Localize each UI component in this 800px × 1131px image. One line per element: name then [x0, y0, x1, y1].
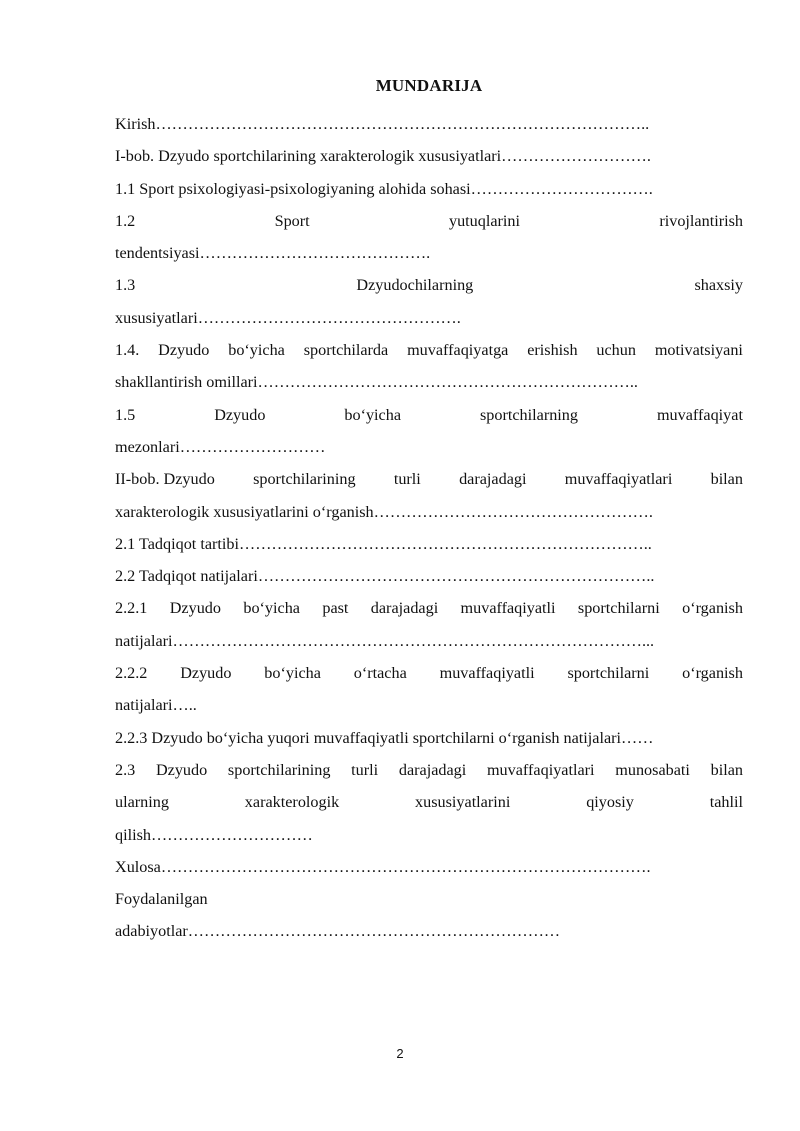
toc-word: yutuqlarini [448, 211, 521, 230]
page-number: 2 [396, 1046, 404, 1061]
toc-word: rivojlantirish [659, 211, 743, 230]
toc-entry-chapter-2 [115, 463, 743, 495]
toc-entry-2-2: 2.2 Tadqiqot natijalari……………………………………………………………….. [115, 567, 655, 586]
toc-word: 1.2 [115, 211, 136, 230]
toc-word: motivatsiyani [654, 341, 743, 360]
table-of-contents [115, 108, 743, 948]
toc-entry-2-2-3: 2.2.3 Dzyudo bo‘yicha yuqori muvaffaqiyatli sportchilarni o‘rganish natijalari…… [115, 728, 654, 747]
toc-entry-1-4 [115, 334, 743, 366]
toc-word: Dzyudo [169, 599, 221, 618]
toc-word: bo‘yicha [228, 341, 285, 360]
toc-entry-2-3 [115, 754, 743, 786]
toc-entry-1-5 [115, 399, 743, 431]
toc-word: o‘rganish [682, 599, 743, 618]
toc-word: Dzyudo [180, 664, 232, 683]
toc-entry-1-2-cont: tendentsiyasi……………………………………. [115, 244, 431, 263]
toc-word: ularning [115, 793, 169, 812]
toc-word: Dzyudo [214, 405, 266, 424]
page-title: MUNDARIJA [375, 76, 483, 95]
toc-word: bilan [710, 760, 743, 779]
toc-word: Sport [274, 211, 310, 230]
toc-entry-1-5-cont: mezonlari……………………… [115, 437, 326, 456]
toc-word: turli [351, 760, 379, 779]
toc-word: muvaffaqiyat [656, 405, 743, 424]
toc-entry-chapter-1: I-bob. Dzyudo sportchilarining xarakterologik xususiyatlari………………………. [115, 147, 651, 166]
toc-word: 1.4. [115, 341, 140, 360]
toc-entry-2-2-2 [115, 657, 743, 689]
toc-word: 2.2.2 [115, 664, 148, 683]
toc-word: munosabati [615, 760, 690, 779]
toc-entry-references-cont: adabiyotlar…………………………………………………………… [115, 922, 561, 941]
toc-entry-2-3-cont [115, 786, 743, 818]
toc-word: sportchilarining [227, 760, 331, 779]
toc-word: muvaffaqiyatli [439, 664, 535, 683]
toc-word: II-bob. Dzyudo [115, 470, 215, 489]
toc-entry-2-2-1-cont: natijalari……………………………………………………………………………... [115, 631, 655, 650]
toc-entry-xulosa: Xulosa………………………………………………………………………………. [115, 857, 651, 876]
toc-word: muvaffaqiyatga [407, 341, 509, 360]
toc-entry-2-1: 2.1 Tadqiqot tartibi………………………………………………………………….. [115, 534, 652, 553]
toc-entry-1-2 [115, 205, 743, 237]
toc-entry-2-3-cont-2: qilish………………………… [115, 825, 313, 844]
toc-word: 1.5 [115, 405, 136, 424]
toc-entry-1-4-cont: shakllantirish omillari…………………………………………………………….. [115, 373, 638, 392]
toc-word: Dzyudo [155, 760, 208, 779]
toc-word: 1.3 [115, 276, 136, 295]
toc-entry-2-2-1 [115, 592, 743, 624]
toc-word: erishish [527, 341, 578, 360]
toc-word: Dzyudochilarning [356, 276, 474, 295]
toc-word: sportchilarining [253, 470, 356, 489]
toc-word: 2.3 [115, 760, 136, 779]
toc-word: o‘rganish [682, 664, 743, 683]
toc-word: uchun [596, 341, 636, 360]
toc-entry-2-2-2-cont: natijalari….. [115, 696, 197, 715]
toc-word: bilan [710, 470, 743, 489]
toc-word: xarakterologik [244, 793, 340, 812]
toc-word: muvaffaqiyatlari [564, 470, 673, 489]
toc-word: muvaffaqiyatli [460, 599, 556, 618]
toc-word: sportchilarni [567, 664, 650, 683]
toc-word: darajadagi [370, 599, 439, 618]
toc-entry-chapter-2-cont: xarakterologik xususiyatlarini o‘rganish……………………………………………. [115, 502, 653, 521]
toc-word: Dzyudo [158, 341, 210, 360]
toc-entry-kirish: Kirish……………………………………………………………………………….. [115, 115, 650, 133]
toc-word: qiyosiy [586, 793, 634, 812]
toc-word: 2.2.1 [115, 599, 148, 618]
toc-word: tahlil [709, 793, 743, 812]
toc-word: darajadagi [398, 760, 467, 779]
toc-entry-1-3 [115, 269, 743, 301]
toc-word: sportchilarni [577, 599, 660, 618]
toc-word: bo‘yicha [344, 405, 402, 424]
toc-word: muvaffaqiyatlari [486, 760, 595, 779]
toc-entry-1-3-cont: xususiyatlari…………………………………………. [115, 308, 461, 327]
toc-word: sportchilarning [479, 405, 578, 424]
toc-word: past [322, 599, 349, 618]
toc-word: turli [393, 470, 421, 489]
toc-word: sportchilarda [303, 341, 389, 360]
toc-word: bo‘yicha [264, 664, 321, 683]
toc-word: o‘rtacha [353, 664, 407, 683]
toc-word: shaxsiy [694, 276, 743, 295]
toc-word: bo‘yicha [243, 599, 300, 618]
toc-entry-references: Foydalanilgan [115, 890, 208, 909]
toc-entry-1-1: 1.1 Sport psixologiyasi-psixologiyaning alohida sohasi……………………………. [115, 179, 653, 198]
toc-word: xususiyatlarini [415, 793, 511, 812]
toc-word: darajadagi [459, 470, 527, 489]
